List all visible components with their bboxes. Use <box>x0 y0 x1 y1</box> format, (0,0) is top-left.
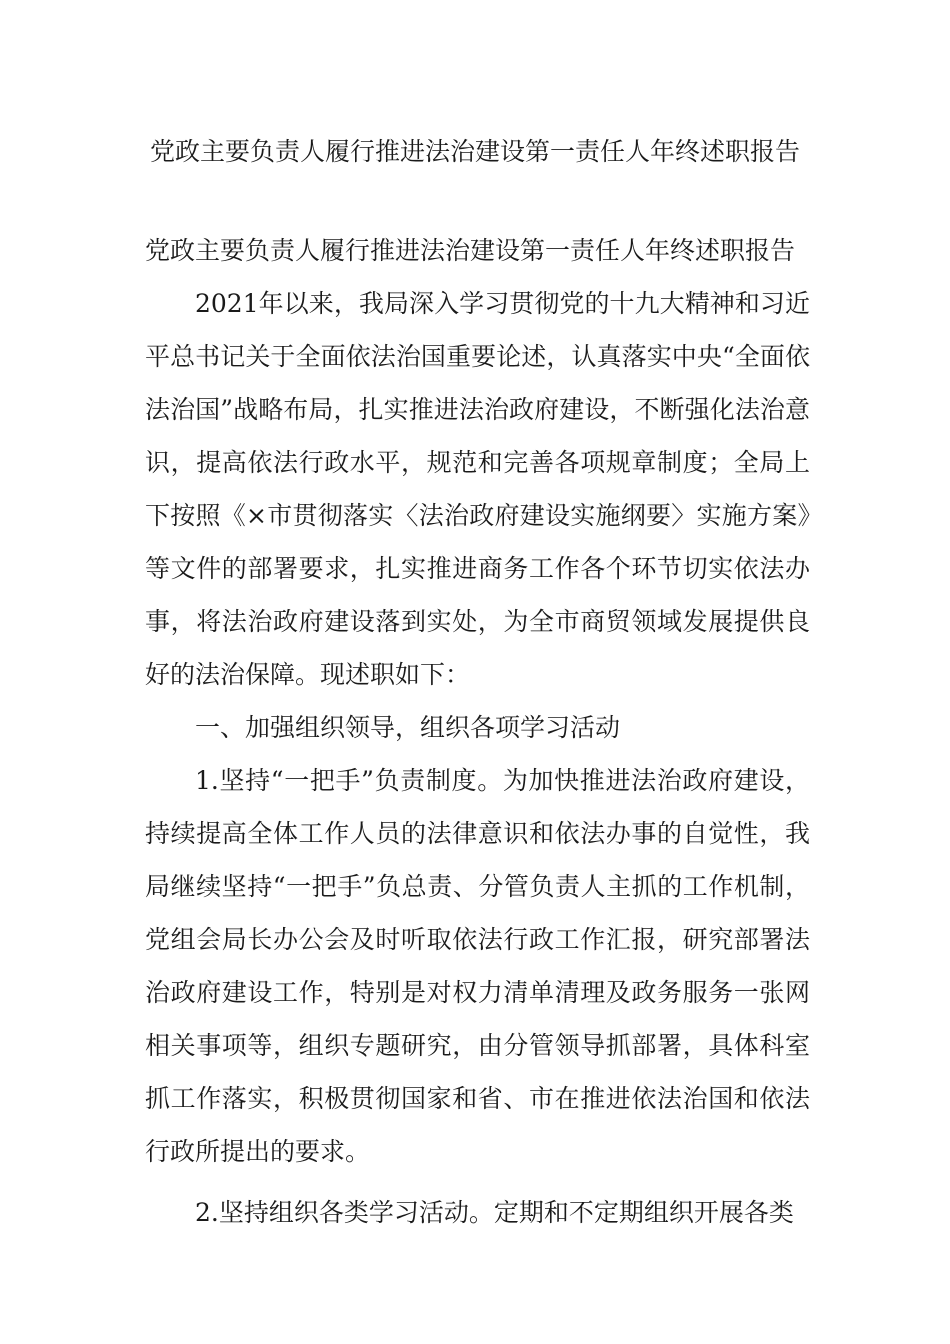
body-paragraph: 2.坚持组织各类学习活动。定期和不定期组织开展各类 <box>195 1198 794 1227</box>
document-title: 党政主要负责人履行推进法治建设第一责任人年终述职报告 <box>149 137 800 166</box>
document-body <box>145 224 810 1239</box>
intro-paragraph: 2021年以来，我局深入学习贯彻党的十九大精神和习近平总书记关于全面依法治国重要论述，认真落实中央“全面依法治国”战略布局，扎实推进法治政府建设，不断强化法治意识，提高依法行政水平，规范和完善各项规章制度；全局上下按照《×市贯彻落实〈法治政府建设实施纲要〉实施方案》等文件的部署要求，扎实推进商务工作各个环节切实依法办事，将法治政府建设落到实处，为全市商贸领域发展提供良好的法治保障。现述职如下： <box>145 289 810 689</box>
section-heading: 一、加强组织领导，组织各项学习活动 <box>195 713 621 742</box>
body-paragraph: 1.坚持“一把手”负责制度。为加快推进法治政府建设，持续提高全体工作人员的法律意识和依法办事的自觉性，我局继续坚持“一把手”负总责、分管负责人主抓的工作机制，党组会局长办公会及时听取依法行政工作汇报，研究部署法治政府建设工作，特别是对权力清单清理及政务服务一张网相关事项等，组织专题研究，由分管领导抓部署，具体科室抓工作落实，积极贯彻国家和省、市在推进依法治国和依法行政所提出的要求。 <box>145 766 810 1166</box>
repeated-title-paragraph: 党政主要负责人履行推进法治建设第一责任人年终述职报告 <box>145 236 796 265</box>
